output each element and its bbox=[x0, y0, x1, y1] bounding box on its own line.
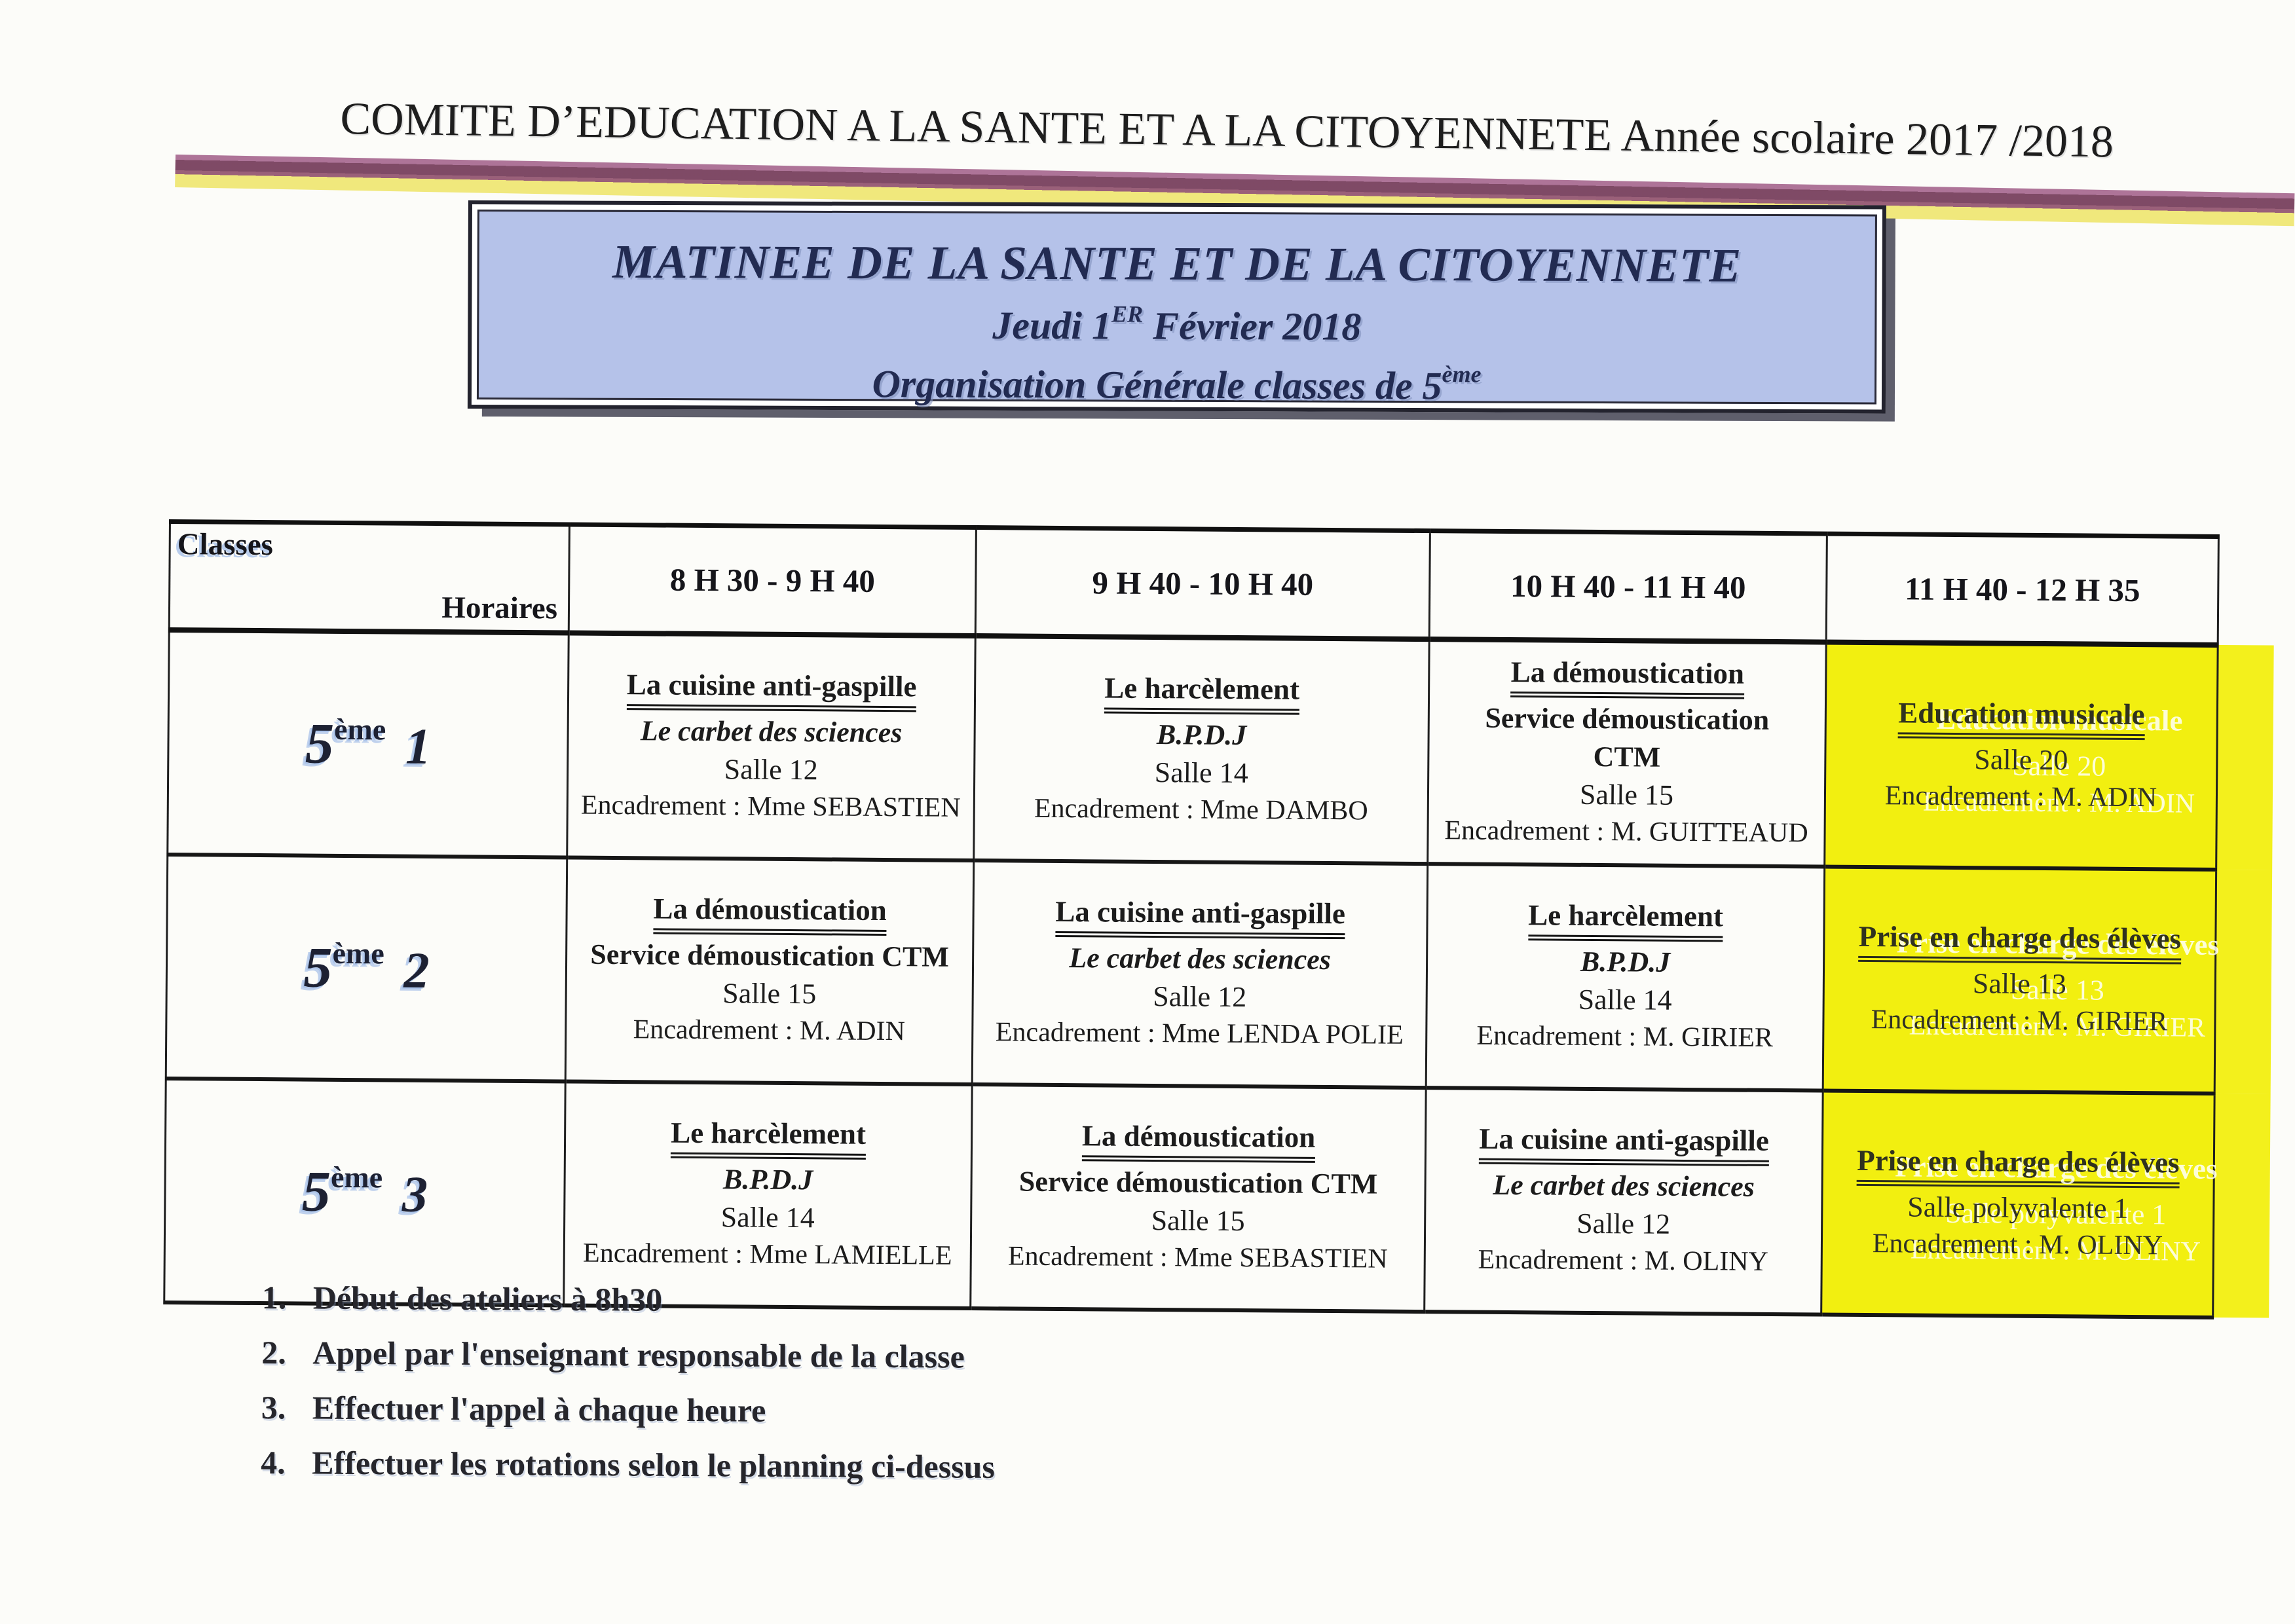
class-number: 3 bbox=[401, 1165, 428, 1223]
banner-event-date bbox=[479, 298, 1875, 351]
class-ordinal: ème bbox=[332, 936, 384, 970]
cell-5e1-slot3 bbox=[1428, 639, 1826, 866]
class-ordinal: ème bbox=[333, 712, 386, 746]
cell-5e3-slot1 bbox=[564, 1081, 972, 1308]
class-number: 2 bbox=[403, 941, 430, 999]
activity-supervisor: Encadrement : M. GIRIER bbox=[1476, 1021, 1774, 1054]
activity-room: Salle 20 bbox=[1974, 743, 2068, 777]
note-item-3: 3. Effectuer l'appel à chaque heure bbox=[294, 1388, 996, 1431]
classes-label: Classes bbox=[177, 527, 274, 563]
activity-title: Prise en charge des élèves bbox=[1829, 919, 2211, 956]
banner-date-ordinal: ER bbox=[1111, 301, 1144, 327]
activity-title: La cuisine anti-gaspille bbox=[573, 667, 970, 704]
activity-supervisor: Encadrement : Mme LENDA POLIE bbox=[995, 1017, 1404, 1051]
time-header-2: 9 H 40 - 10 H 40 bbox=[975, 528, 1430, 640]
cell-5e2-slot1 bbox=[565, 857, 973, 1084]
activity-room: Salle 12 bbox=[724, 753, 818, 786]
cell-5e2-slot2 bbox=[972, 860, 1427, 1088]
cell-5e2-slot4-highlighted bbox=[1823, 867, 2216, 1094]
activity-supervisor: Encadrement : M. ADIN bbox=[633, 1014, 906, 1047]
cell-5e1-slot2 bbox=[974, 636, 1429, 864]
activity-room: Salle 15 bbox=[1579, 779, 1674, 812]
banner-date-rest: Février 2018 bbox=[1142, 304, 1362, 348]
class-cell-5e2 bbox=[166, 855, 567, 1081]
activity-room: Salle polyvalente 1 bbox=[1907, 1190, 2129, 1225]
event-banner bbox=[468, 200, 1886, 414]
note-item-2: 2. Appel par l'enseignant responsable de la classe bbox=[294, 1333, 996, 1376]
activity-subtitle: Le carbet des sciences bbox=[1493, 1169, 1755, 1203]
class-cell-5e1 bbox=[168, 630, 569, 857]
banner-subtitle-ordinal: ème bbox=[1442, 361, 1482, 388]
activity-room: Salle 12 bbox=[1576, 1208, 1671, 1241]
activity-subtitle: Service démoustication bbox=[1485, 701, 1770, 737]
activity-room: Salle 12 bbox=[1153, 980, 1247, 1014]
note-item-1: 1. Début des ateliers à 8h30 bbox=[295, 1278, 996, 1321]
activity-title: Prise en charge des élèves bbox=[1827, 1143, 2209, 1180]
banner-date-prefix: Jeudi 1 bbox=[992, 303, 1112, 348]
schedule-table-container bbox=[163, 519, 2220, 1320]
activity-supervisor: Encadrement : Mme LAMIELLE bbox=[582, 1238, 952, 1272]
cell-5e1-slot1 bbox=[567, 633, 975, 860]
header-row bbox=[169, 522, 2218, 645]
activity-subtitle: B.P.D.J bbox=[722, 1163, 813, 1196]
class-label-5e1 bbox=[173, 710, 563, 779]
time-header-1: 8 H 30 - 9 H 40 bbox=[569, 525, 976, 636]
cell-5e1-slot4-highlighted bbox=[1825, 642, 2218, 870]
time-header-3: 10 H 40 - 11 H 40 bbox=[1429, 531, 1827, 642]
activity-title: Le harcèlement bbox=[1432, 897, 1819, 934]
activity-title: La démoustication bbox=[1434, 654, 1821, 691]
cell-5e2-slot3 bbox=[1426, 864, 1824, 1090]
document-title: COMITE D’EDUCATION A LA SANTE ET A LA CITOYENNETE Année scolaire 2017 /2018 bbox=[339, 93, 2114, 168]
class-label-5e3 bbox=[170, 1158, 560, 1227]
activity-subtitle-2: CTM bbox=[1593, 741, 1661, 773]
class-base: 5 bbox=[305, 712, 335, 776]
activity-title: La démoustication bbox=[977, 1118, 1421, 1155]
activity-supervisor: Encadrement : Mme SEBASTIEN bbox=[580, 790, 961, 824]
activity-supervisor: Encadrement : Mme SEBASTIEN bbox=[1007, 1241, 1388, 1275]
activity-subtitle: Service démoustication CTM bbox=[1018, 1165, 1378, 1200]
activity-supervisor: Encadrement : Mme DAMBO bbox=[1034, 794, 1368, 826]
activity-room: Salle 15 bbox=[1151, 1204, 1245, 1238]
activity-room: Salle 14 bbox=[1578, 984, 1672, 1017]
activity-subtitle: Le carbet des sciences bbox=[1069, 942, 1332, 976]
banner-event-title: MATINEE DE LA SANTE ET DE LA CITOYENNETE bbox=[612, 234, 1742, 292]
activity-title: La cuisine anti-gaspille bbox=[978, 894, 1422, 931]
schedule-table bbox=[163, 519, 2220, 1320]
activity-subtitle: Service démoustication CTM bbox=[590, 938, 950, 973]
class-label-5e2 bbox=[172, 934, 562, 1003]
activity-subtitle: Le carbet des sciences bbox=[640, 714, 903, 749]
activity-supervisor: Encadrement : M. OLINY bbox=[1478, 1245, 1769, 1278]
row-5e2 bbox=[166, 855, 2216, 1094]
notes-list bbox=[253, 1278, 996, 1486]
class-ordinal: ème bbox=[330, 1160, 383, 1194]
activity-subtitle: B.P.D.J bbox=[1156, 718, 1247, 752]
activity-title: La démoustication bbox=[571, 891, 968, 928]
activity-subtitle: B.P.D.J bbox=[1580, 946, 1671, 979]
corner-cell bbox=[169, 522, 569, 633]
horaires-label: Horaires bbox=[441, 591, 558, 626]
activity-room: Salle 14 bbox=[1154, 756, 1248, 790]
activity-title: Education musicale bbox=[1831, 695, 2212, 732]
activity-title: Le harcèlement bbox=[570, 1115, 967, 1152]
cell-5e3-slot3 bbox=[1425, 1088, 1823, 1314]
class-number: 1 bbox=[405, 717, 432, 775]
row-5e1 bbox=[168, 630, 2218, 870]
activity-supervisor: Encadrement : M. OLINY bbox=[1872, 1228, 2163, 1261]
banner-subtitle bbox=[479, 357, 1875, 410]
class-base: 5 bbox=[303, 936, 333, 1000]
time-header-4: 11 H 40 - 12 H 35 bbox=[1826, 534, 2218, 645]
banner-frame bbox=[468, 200, 1886, 414]
activity-supervisor: Encadrement : M. GIRIER bbox=[1871, 1005, 2168, 1037]
cell-5e3-slot2 bbox=[971, 1084, 1426, 1312]
activity-room: Salle 15 bbox=[722, 977, 817, 1010]
banner-subtitle-text: Organisation Générale classes de 5 bbox=[872, 362, 1442, 408]
note-item-4: 4. Effectuer les rotations selon le planning ci-dessus bbox=[293, 1443, 995, 1486]
class-base: 5 bbox=[301, 1160, 331, 1224]
activity-room: Salle 13 bbox=[1972, 967, 2067, 1001]
cell-5e3-slot4-highlighted bbox=[1821, 1091, 2214, 1318]
activity-title: La cuisine anti-gaspille bbox=[1430, 1121, 1818, 1158]
banner-body bbox=[477, 210, 1877, 408]
footer-notes bbox=[253, 1278, 996, 1503]
activity-supervisor: Encadrement : M. ADIN bbox=[1884, 781, 2157, 813]
class-cell-5e3 bbox=[164, 1079, 565, 1305]
activity-supervisor: Encadrement : M. GUITTEAUD bbox=[1444, 815, 1808, 849]
activity-room: Salle 14 bbox=[720, 1201, 815, 1234]
activity-title: Le harcèlement bbox=[980, 670, 1424, 707]
